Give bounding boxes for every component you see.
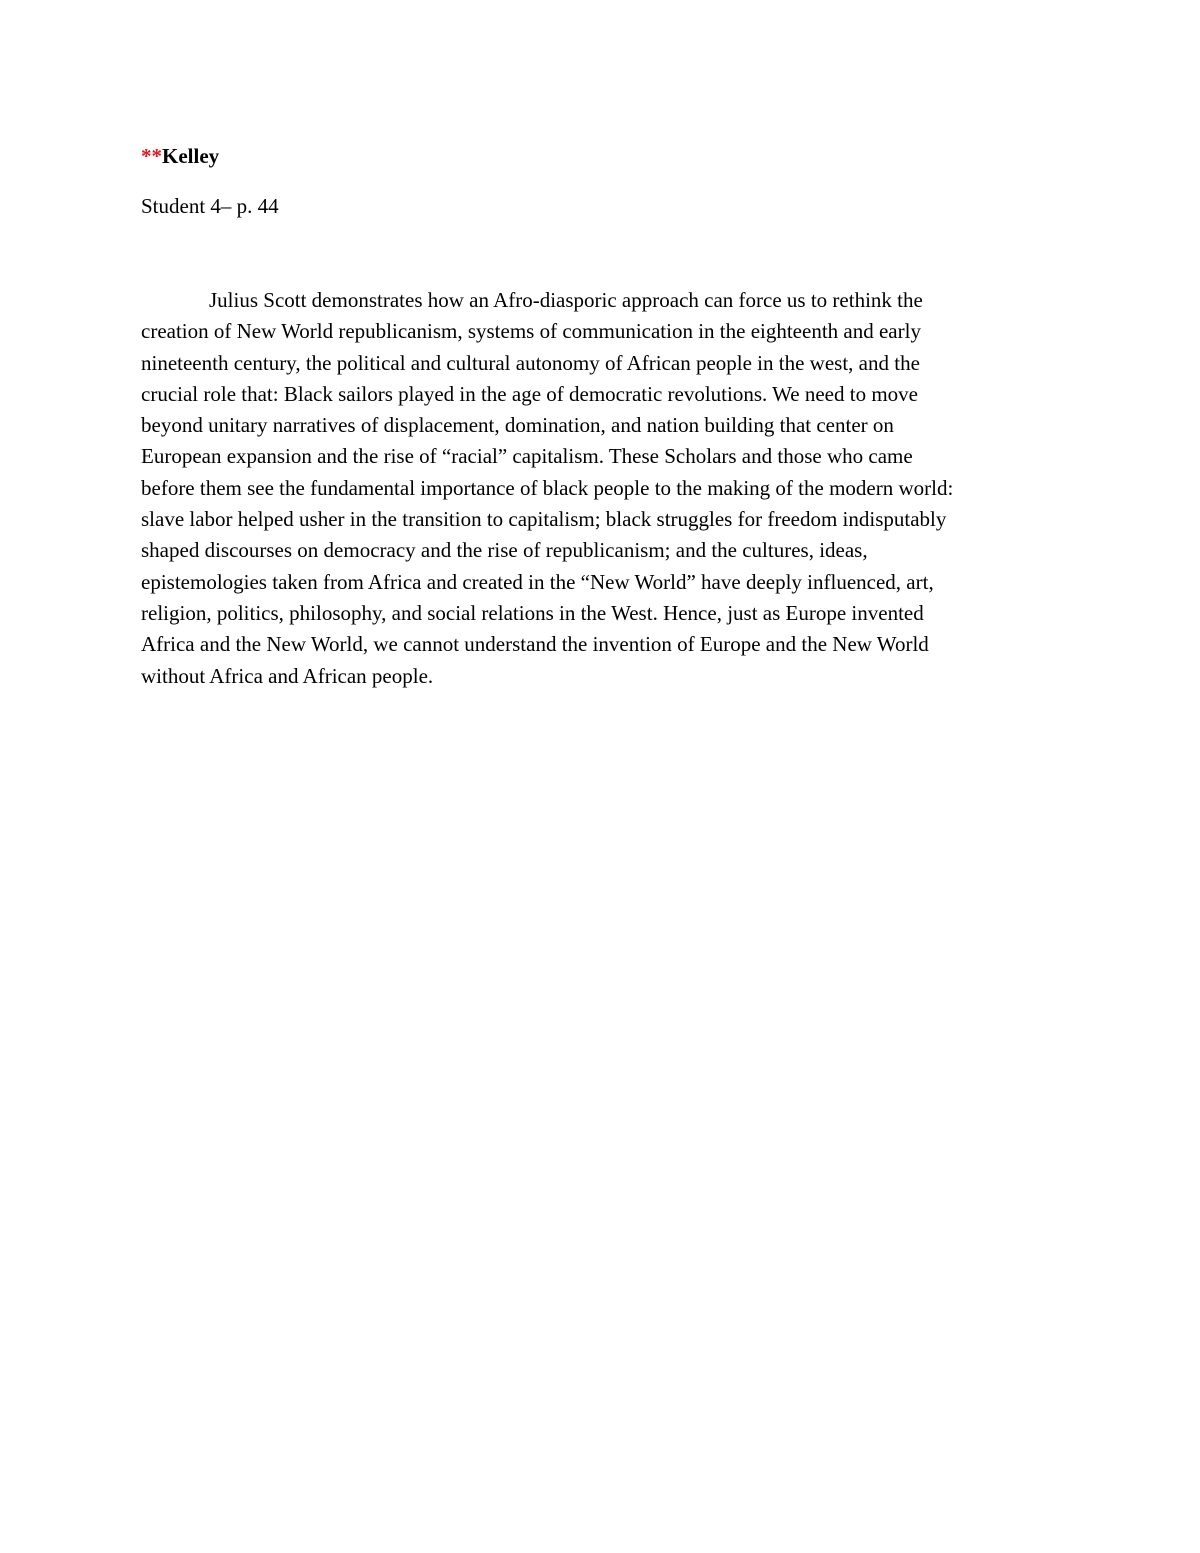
paragraph-line: epistemologies taken from Africa and created in the “New World” have deeply influenced, art, <box>141 569 934 594</box>
author-name: Kelley <box>162 144 220 168</box>
paragraph-line: without Africa and African people. <box>141 663 434 688</box>
paragraph-line: nineteenth century, the political and cultural autonomy of African people in the west, and the <box>141 350 920 375</box>
paragraph-line: beyond unitary narratives of displacement, domination, and nation building that center on <box>141 413 894 438</box>
paragraph-line: creation of New World republicanism, systems of communication in the eighteenth and early <box>141 319 921 344</box>
paragraph-line: Africa and the New World, we cannot understand the invention of Europe and the New World <box>141 632 929 657</box>
paragraph-line: European expansion and the rise of “racial” capitalism. These Scholars and those who came <box>141 444 913 469</box>
citation-line: Student 4– p. 44 <box>141 194 279 218</box>
paragraph-line: religion, politics, philosophy, and social relations in the West. Hence, just as Europe invented <box>141 600 924 625</box>
heading-marker: ** <box>141 144 162 168</box>
paragraph-line: before them see the fundamental importance of black people to the making of the modern world: <box>141 475 954 500</box>
body-paragraph <box>141 285 1061 692</box>
paragraph-line: Julius Scott demonstrates how an Afro-diasporic approach can force us to rethink the <box>209 288 923 312</box>
paragraph-line: slave labor helped usher in the transition to capitalism; black struggles for freedom indisputably <box>141 507 947 532</box>
paragraph-line: crucial role that: Black sailors played in the age of democratic revolutions. We need to move <box>141 381 918 406</box>
paragraph-line: shaped discourses on democracy and the rise of republicanism; and the cultures, ideas, <box>141 538 868 563</box>
author-heading <box>141 140 1061 172</box>
document-content <box>141 140 1061 692</box>
